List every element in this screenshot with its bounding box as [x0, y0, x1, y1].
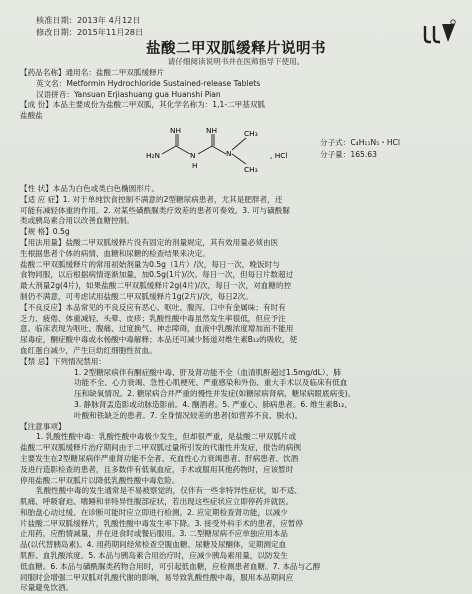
drug-name-line: 【药品名称】通用名：盐酸二甲双胍缓释片: [20, 68, 165, 77]
structure-label: N: [190, 150, 196, 160]
section-line: 乳酸性酸中毒的发生通常是不易被察觉的，仅伴有一些非特异性症状，如不适、: [36, 486, 302, 496]
section-line: 片盐酸二甲双胍缓释片，乳酸性酸中毒发生率下降。3. 接受外科手术的患者，应暂停: [20, 518, 304, 528]
section-line: 品(以代替胰岛素)。4. 用药期间经常检查空腹血糖、尿糖及尿酮体，定期测定血: [20, 540, 287, 550]
section-line: 【性 状】本品为白色或类白色椭圆形片。: [20, 183, 160, 193]
section-line: 同服时会增强二甲双胍对乳酸代谢的影响，易导致乳酸性酸中毒，服用本品期间应: [20, 572, 294, 582]
structure-diagram: [120, 124, 310, 182]
insert-section: [20, 486, 460, 594]
insert-section: [20, 227, 460, 238]
section-line: 血红蛋白减少，产生巨幼红细胞性贫血。: [20, 345, 157, 355]
structure-label: NH: [206, 125, 218, 135]
structure-label: CH₃: [244, 164, 258, 174]
structure-label: N: [226, 148, 232, 158]
structure-label: , HCl: [270, 150, 288, 160]
section-line: 生根据患者个体的病情、血糖和尿糖的检查结果来决定。: [20, 248, 210, 258]
structure-label: H: [192, 160, 198, 170]
section-line: 1. 乳酸性酸中毒：乳酸性酸中毒极少发生，但却很严重，是盐酸二甲双胍片或: [36, 432, 297, 442]
insert-section: [20, 303, 460, 357]
document-subtitle: 请仔细阅读说明书并在医师指导下使用。: [167, 57, 305, 66]
structure-label: H₂N: [146, 150, 161, 160]
section-line: 类或胰岛素合用以改善血糖控制。: [20, 216, 134, 226]
section-line: 功能不全、心力衰竭、急性心肌梗死、严重感染和外伤、重大手术以及临床有低血: [74, 378, 348, 388]
section-line: 叶酸和铁缺乏的患者。7. 全身情况较差的患者(如营养不良、脱水)。: [74, 410, 303, 420]
section-line: 肌酐、血乳酸浓度。5. 本品与胰岛素合用治疗时，应减少胰岛素用量，以防发生: [20, 551, 288, 561]
section-line: 停用盐酸二甲双胍片以降低乳酸性酸中毒危险。: [20, 475, 180, 485]
section-line: 食物同服，以后根据病情逐渐加量，加0.5g(1片)/次。每日一次，但每日片数超过: [20, 270, 294, 280]
drug-name-line: 英文名：Metformin Hydrochloride Sustained-release Tablets: [36, 78, 261, 88]
date-block: [36, 14, 143, 38]
section-line: 【不良反应】本品常见的不良反应有恶心、呕吐、腹泻、口中有金属味；有时有: [20, 302, 286, 312]
section-line: 【注意事项】: [20, 421, 66, 431]
section-line: 低血糖。6. 本品与磺酰脲类药物合用时，可引起低血糖，应检测患者血糖。7. 本品与乙醇: [20, 561, 321, 571]
drug-name-section: [20, 68, 460, 100]
drug-name-line: 汉语拼音：Yansuan Erjiashuang gua Huanshi Pian: [36, 89, 221, 99]
insert-section: [20, 368, 460, 422]
section-line: 可能有减轻体重的作用。2. 对某些磺酰脲类疗效差的患者可奏效。3. 可与磺酰脲: [20, 205, 290, 215]
molecular-formula: 分子式：C₄H₁₁N₅・HCl: [320, 137, 400, 147]
document-title: 盐酸二甲双胍缓释片说明书: [146, 41, 326, 57]
insert-sections: [20, 184, 460, 594]
section-line: 尽量避免饮酒。: [20, 583, 74, 593]
section-line: 止用药，应酌情减量，并在进食时或餐后服用。3. 二型糖尿病不应单独应用本品: [20, 529, 288, 539]
section-line: 盐酸二甲双胍缓释片治疗期间由于二甲双胍过量所引发的代谢性并发症，报告的病例: [20, 443, 301, 453]
section-line: 盐酸二甲双胍缓释片的常用初始剂量为0.5g（1片）/次，每日一次，晚饭时与: [20, 259, 280, 269]
section-line: 乏力、疲倦、体重减轻、头晕、皮疹；乳酸性酸中毒虽然发生率很低，但应予注: [20, 313, 286, 323]
structure-label: CH₃: [244, 128, 258, 138]
section-line: 尿毒症，酮症酸中毒或水杨酸中毒解释；本品还可减少肠道对维生素B₁₂的吸收，使: [20, 335, 298, 345]
insert-section: [20, 195, 460, 227]
insert-section: [20, 184, 460, 195]
section-line: 制仍不满意，可考虑试用盐酸二甲双胍缓释片1g(2片)/次，每日2次。: [20, 291, 253, 301]
insert-section: [20, 432, 460, 486]
section-line: 【用法用量】盐酸二甲双胍缓释片没有固定的剂量规定，其有效用量必须由医: [20, 237, 279, 247]
section-line: 意。临床表现为呕吐、腹痛、过度换气、神志障碍，血液中乳酸浓度增加而不能用: [20, 324, 294, 334]
insert-section: [20, 422, 460, 433]
section-line: 【规 格】0.5g: [20, 227, 70, 237]
insert-section: [20, 357, 460, 368]
ingredients-line: 【成 份】本品主要成份为盐酸二甲双胍，其化学名称为：1,1-二甲基双胍: [20, 100, 266, 110]
section-line: 肌痛、呼吸窘迫、嗜睡和非特异性腹部症状，若出现这些症状应立即停药并就医。: [20, 497, 294, 507]
revision-date: 修改日期：2015年11月28日: [36, 27, 144, 37]
insert-body: [20, 68, 460, 594]
section-line: 【适 应 症】1. 对于单纯饮食控制不满意的2型糖尿病患者，尤其是肥胖者，还: [20, 194, 283, 204]
section-line: 和胎盘心动过缓、在诊断可能时应立即进行检测。2. 应定期检查肾功能，以减少: [20, 507, 288, 517]
section-line: 最大剂量2g(4片)，如果盐酸二甲双胍缓释片2g(4片)/次，每日一次，对血糖的控: [20, 281, 292, 291]
structure-label: NH: [170, 125, 182, 135]
section-line: 压和缺氧情况。2. 糖尿病合并严重的慢性并发症(如糖尿病肾病、糖尿病眼底病变)。: [74, 389, 356, 399]
section-line: 1. 2型糖尿病伴有酮症酸中毒、肝及肾功能不全（血清肌酐超过1.5mg/dL）、肺: [74, 367, 341, 377]
insert-section: [20, 238, 460, 303]
section-line: 主要发生在2型糖尿病伴严重肾功能不全者、充血性心力衰竭患者、肝病患者、饮酒: [20, 453, 299, 463]
section-line: 【禁 忌】下列情况禁用：: [20, 356, 106, 366]
molecular-weight: 分子量：165.63: [320, 149, 377, 159]
section-line: 3. 静脉肾盂造影或动脉造影前。4. 酗酒者。5. 严重心、肺病患者。6. 维生素B₁₂、: [74, 399, 352, 409]
section-line: 及进行造影检查的患者，且多数伴有低氧血症，手术或服用其他药物时，应该暂时: [20, 464, 294, 474]
ingredients-section: [20, 100, 460, 122]
chemical-structure: [20, 124, 460, 182]
approval-date: 核准日期：2013年 4月12日: [36, 15, 141, 25]
ingredients-line: 盐酸盐: [20, 111, 43, 121]
